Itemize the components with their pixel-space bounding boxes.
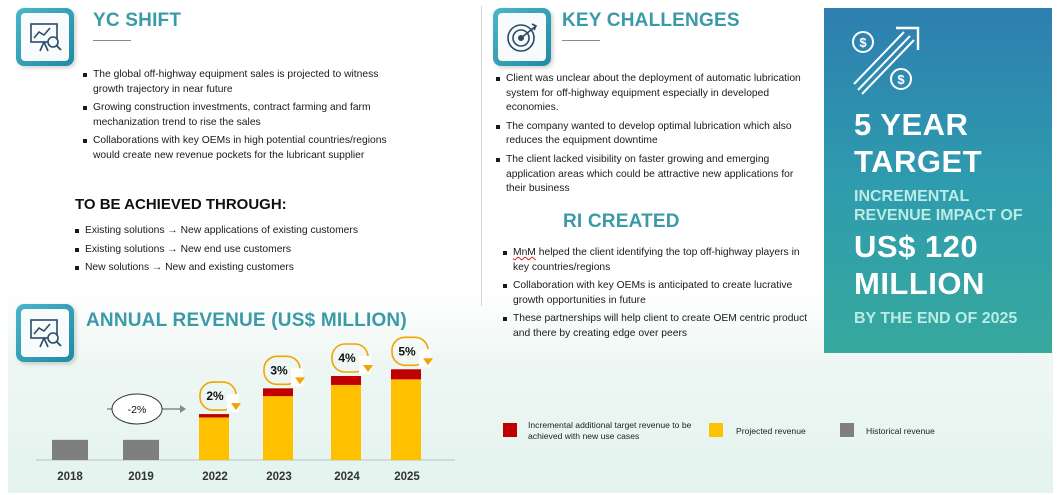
x-tick-label-2025: 2025 bbox=[394, 471, 420, 483]
legend-swatch-historical bbox=[840, 423, 854, 437]
growth-label-2024: 4% bbox=[338, 351, 356, 365]
target-line-incremental: INCREMENTAL bbox=[854, 188, 970, 205]
annual-revenue-title: ANNUAL REVENUE (US$ MILLION) bbox=[86, 310, 407, 331]
growth-label-2025: 5% bbox=[398, 344, 416, 359]
target-line-million: MILLION bbox=[854, 266, 985, 301]
list-item: Existing solutions → New end use customers bbox=[75, 243, 375, 258]
achieved-title: TO BE ACHIEVED THROUGH: bbox=[75, 196, 287, 213]
list-item: Existing solutions → New applications of existing customers bbox=[75, 224, 375, 239]
bar-projected-2025 bbox=[391, 379, 421, 460]
mnm-brand: MnM bbox=[513, 247, 536, 258]
bar-incremental-2025 bbox=[391, 369, 421, 379]
bar-incremental-2024 bbox=[331, 376, 361, 385]
list-item: The global off-highway equipment sales is projected to witness growth trajectory in near future bbox=[83, 68, 403, 97]
bar-projected-2024 bbox=[331, 385, 361, 460]
x-tick-label-2018: 2018 bbox=[57, 471, 83, 483]
target-line-5-year: 5 YEAR bbox=[854, 107, 969, 142]
x-tick-label-2024: 2024 bbox=[334, 471, 360, 483]
svg-text:$: $ bbox=[859, 35, 867, 50]
list-item: New solutions → New and existing customers bbox=[75, 261, 375, 276]
yc-shift-title: YC SHIFT bbox=[93, 10, 182, 31]
bar-incremental-2023 bbox=[263, 388, 293, 396]
legend-label-incremental: Incremental additional target revenue to be achieved with new use cases bbox=[528, 420, 692, 441]
target-line-revenue-impact: REVENUE IMPACT OF bbox=[854, 207, 1023, 224]
target-line-target: TARGET bbox=[854, 144, 983, 179]
growth-label-2022: 2% bbox=[206, 389, 224, 404]
x-tick-label-2022: 2022 bbox=[202, 471, 228, 483]
bar-historical-2018 bbox=[52, 440, 88, 460]
target-line-amount: US$ 120 bbox=[854, 229, 979, 264]
list-item: Client was unclear about the deployment of automatic lubrication system for off-highway equipment especially in developed economies. bbox=[496, 72, 814, 116]
growth-arrow-head bbox=[180, 405, 186, 413]
svg-text:$: $ bbox=[897, 72, 905, 87]
list-item: The client lacked visibility on faster growing and emerging application areas which could be attractive new applications for their business bbox=[496, 153, 814, 197]
legend-label-projected: Projected revenue bbox=[736, 426, 806, 436]
list-item-text: helped the client identifying the top off-highway players in key countries/regions bbox=[513, 247, 800, 273]
legend-label-historical: Historical revenue bbox=[866, 426, 935, 436]
legend-swatch-projected bbox=[709, 423, 723, 437]
bar-incremental-2022 bbox=[199, 414, 229, 417]
bar-projected-2022 bbox=[199, 417, 229, 460]
ri-created-title: RI CREATED bbox=[563, 211, 680, 232]
list-item: These partnerships will help client to create OEM centric product and there by creating edge over peers bbox=[503, 312, 813, 341]
target-line-by-2025: BY THE END OF 2025 bbox=[854, 310, 1018, 327]
legend-swatch-incremental bbox=[503, 423, 517, 437]
x-tick-label-2023: 2023 bbox=[266, 471, 292, 483]
bar-historical-2019 bbox=[123, 440, 159, 460]
growth-label-2023: 3% bbox=[270, 363, 288, 378]
list-item: The company wanted to develop optimal lubrication which also reduces the equipment downtime bbox=[496, 120, 814, 149]
bar-projected-2023 bbox=[263, 396, 293, 460]
x-tick-label-2019: 2019 bbox=[128, 471, 154, 483]
growth-label-2019: -2% bbox=[127, 404, 147, 416]
list-item: Collaboration with key OEMs is anticipated to create lucrative growth opportunities in future bbox=[503, 279, 813, 308]
list-item: Collaborations with key OEMs in high potential countries/regions would create new revenue pockets for the lubricant supplier bbox=[83, 134, 403, 163]
list-item: Growing construction investments, contract farming and farm mechanization trend to rise the sales bbox=[83, 101, 403, 130]
key-challenges-title: KEY CHALLENGES bbox=[562, 10, 740, 31]
